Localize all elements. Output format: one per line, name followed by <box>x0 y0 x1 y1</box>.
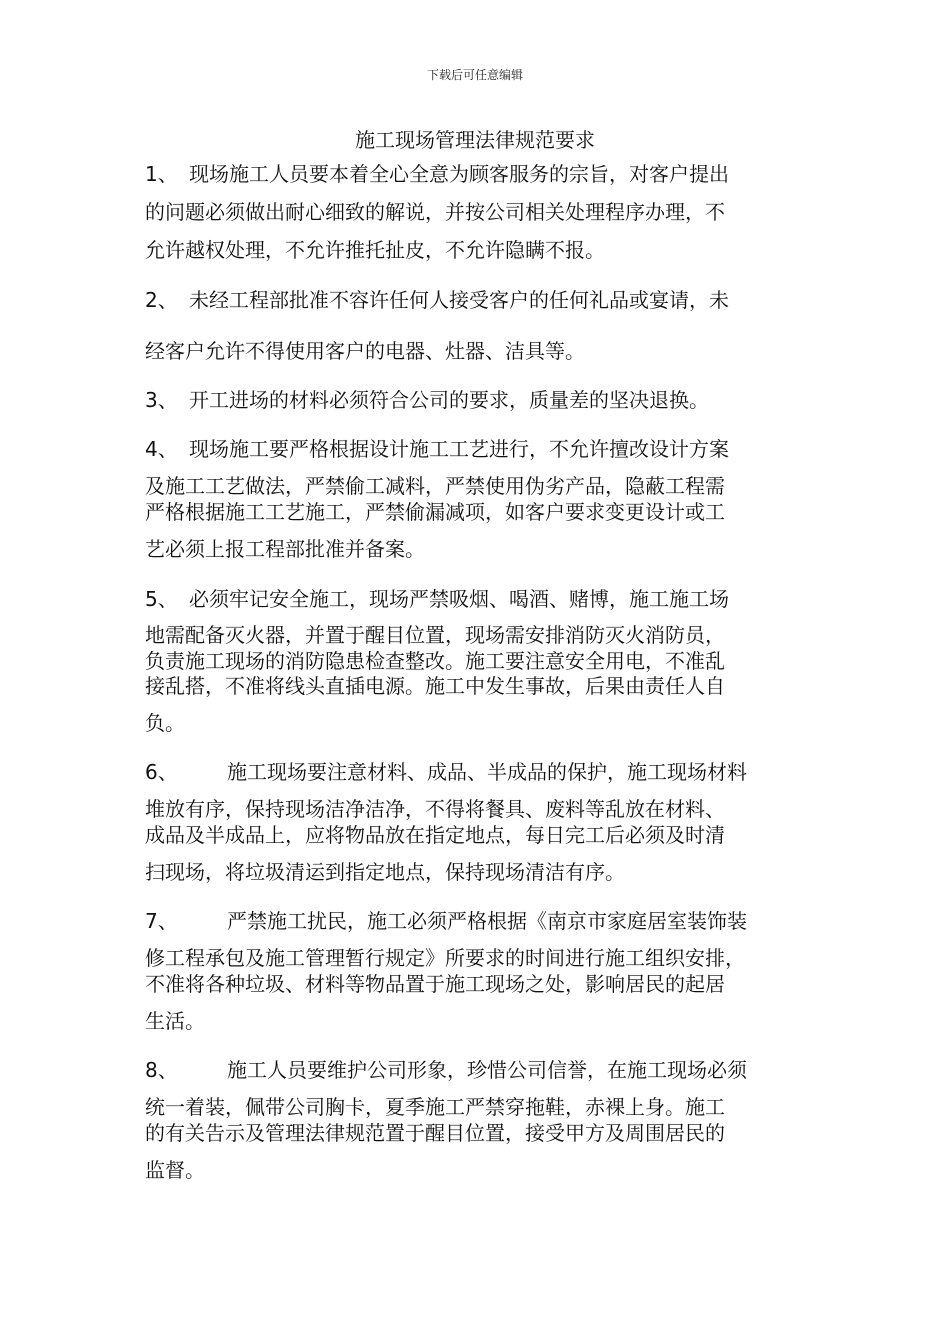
item-text: 严禁施工扰民，施工必须严格根据《南京市家庭居室装饰装 <box>227 909 747 933</box>
item-6-line-3: 成品及半成品上，应将物品放在指定地点，每日完工后必须及时清 <box>145 823 725 847</box>
item-8-number: 8、 <box>145 1058 178 1082</box>
item-8-line-2: 统一着装，佩带公司胸卡，夏季施工严禁穿拖鞋，赤裸上身。施工 <box>145 1095 725 1119</box>
item-text: 开工进场的材料必须符合公司的要求，质量差的坚决退换。 <box>189 388 709 412</box>
item-1-line-1 <box>145 162 825 186</box>
item-4-number: 4、 <box>145 437 178 461</box>
item-text: 未经工程部批准不容许任何人接受客户的任何礼品或宴请，未 <box>189 288 729 312</box>
item-4-line-4: 艺必须上报工程部批准并备案。 <box>145 537 425 561</box>
item-5-line-2: 地需配备灭火器，并置于醒目位置，现场需安排消防灭火消防员， <box>145 623 725 647</box>
item-6-line-2: 堆放有序，保持现场洁净洁净，不得将餐具、废料等乱放在材料、 <box>145 797 725 821</box>
item-5-line-4: 接乱搭，不准将线头直插电源。施工中发生事故，后果由责任人自 <box>145 674 725 698</box>
item-7-number: 7、 <box>145 909 178 933</box>
item-text: 施工人员要维护公司形象，珍惜公司信誉，在施工现场必须 <box>227 1058 747 1082</box>
item-4-line-2: 及施工工艺做法，严禁偷工减料，严禁使用伪劣产品，隐蔽工程需 <box>145 474 725 498</box>
item-text: 现场施工要严格根据设计施工工艺进行，不允许擅改设计方案 <box>189 437 729 461</box>
item-4-line-3: 严格根据施工工艺施工，严禁偷漏减项，如客户要求变更设计或工 <box>145 500 725 524</box>
item-1-line-3: 允许越权处理，不允许推托扯皮，不允许隐瞒不报。 <box>145 238 605 262</box>
item-5-line-5: 负。 <box>145 711 185 735</box>
item-7-line-1 <box>145 909 825 933</box>
item-1-number: 1、 <box>145 162 178 186</box>
item-5-line-3: 负责施工现场的消防隐患检查整改。施工要注意安全用电，不准乱 <box>145 649 725 673</box>
item-text: 必须牢记安全施工，现场严禁吸烟、喝酒、赌博，施工施工场 <box>189 587 729 611</box>
item-6-line-1 <box>145 760 825 784</box>
page-header: 下载后可任意编辑 <box>426 68 523 82</box>
item-5-line-1 <box>145 587 825 611</box>
item-6-line-4: 扫现场，将垃圾清运到指定地点，保持现场清洁有序。 <box>145 860 625 884</box>
item-6-number: 6、 <box>145 760 178 784</box>
item-8-line-4: 监督。 <box>145 1158 205 1182</box>
item-2-line-2: 经客户允许不得使用客户的电器、灶器、洁具等。 <box>145 339 585 363</box>
item-8-line-1 <box>145 1058 825 1082</box>
item-5-number: 5、 <box>145 587 178 611</box>
item-text: 施工现场要注意材料、成品、半成品的保护，施工现场材料 <box>227 760 747 784</box>
document-title: 施工现场管理法律规范要求 <box>355 128 595 152</box>
item-1-line-2: 的问题必须做出耐心细致的解说，并按公司相关处理程序办理，不 <box>145 200 725 224</box>
item-3-number: 3、 <box>145 388 178 412</box>
item-8-line-3: 的有关告示及管理法律规范置于醒目位置，接受甲方及周围居民的 <box>145 1121 725 1145</box>
item-3-line-1 <box>145 388 825 412</box>
item-2-number: 2、 <box>145 288 178 312</box>
item-7-line-3: 不准将各种垃圾、材料等物品置于施工现场之处，影响居民的起居 <box>145 972 725 996</box>
item-text: 现场施工人员要本着全心全意为顾客服务的宗旨，对客户提出 <box>189 162 729 186</box>
item-7-line-4: 生活。 <box>145 1009 205 1033</box>
item-4-line-1 <box>145 437 825 461</box>
item-7-line-2: 修工程承包及施工管理暂行规定》所要求的时间进行施工组织安排， <box>145 946 745 970</box>
item-2-line-1 <box>145 288 825 312</box>
